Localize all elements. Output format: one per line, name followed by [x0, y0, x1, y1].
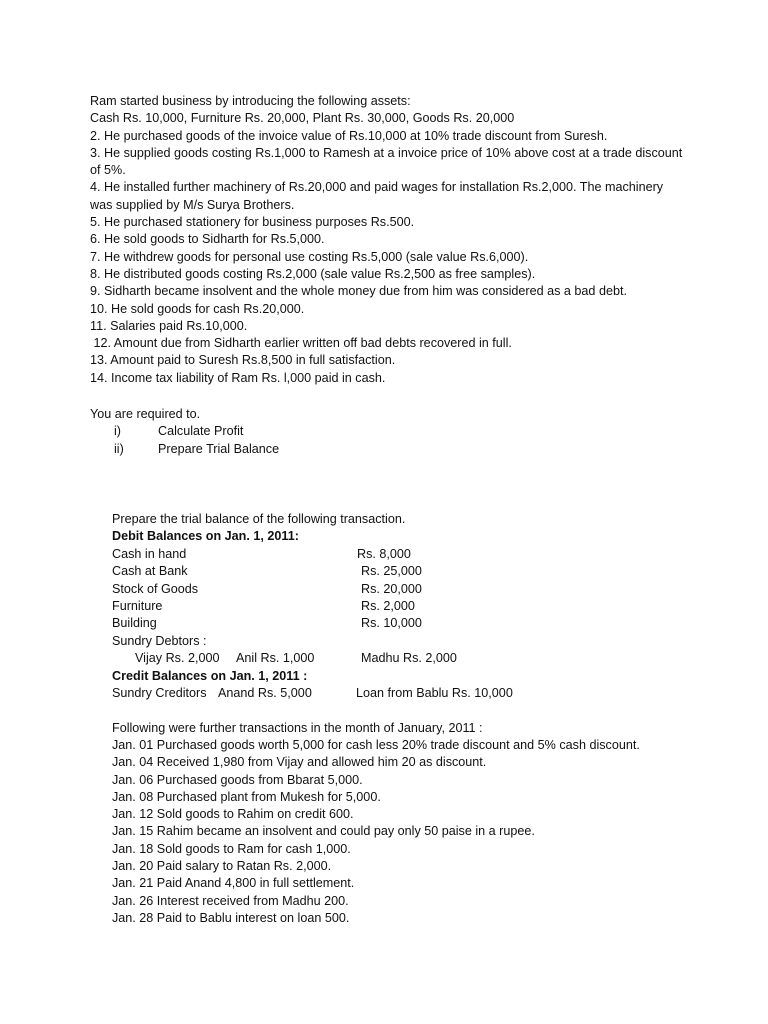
intro-line: Ram started business by introducing the following assets: — [90, 94, 411, 108]
debtor-madhu: Madhu Rs. 2,000 — [361, 651, 457, 665]
transaction-item: Jan. 06 Purchased goods from Bbarat 5,000. — [112, 772, 363, 787]
debit-label: Furniture — [112, 599, 163, 613]
transaction-item: Jan. 08 Purchased plant from Mukesh for 5,000. — [112, 789, 381, 804]
debit-amount: Rs. 25,000 — [361, 564, 422, 578]
required-text: Calculate Profit — [158, 424, 244, 438]
debit-amount: Rs. 2,000 — [361, 599, 415, 613]
credit-heading: Credit Balances on Jan. 1, 2011 : — [112, 669, 308, 683]
required-num: ii) — [114, 442, 124, 456]
transaction-item: Jan. 21 Paid Anand 4,800 in full settlement. — [112, 876, 355, 891]
debit-amount: Rs. 20,000 — [361, 582, 422, 596]
debtor-vijay: Vijay Rs. 2,000 — [135, 651, 220, 665]
intro-line: Cash Rs. 10,000, Furniture Rs. 20,000, Plant Rs. 30,000, Goods Rs. 20,000 — [90, 111, 515, 126]
intro-line: 7. He withdrew goods for personal use costing Rs.5,000 (sale value Rs.6,000). — [90, 249, 529, 264]
intro-line: 4. He installed further machinery of Rs.20,000 and paid wages for installation Rs.2,000. The machinery — [90, 180, 664, 195]
debit-label: Cash at Bank — [112, 564, 188, 578]
intro-line: 12. Amount due from Sidharth earlier written off bad debts recovered in full. — [90, 336, 512, 351]
intro-line: 14. Income tax liability of Ram Rs. l,000 paid in cash. — [90, 370, 386, 385]
intro-line: of 5%. — [90, 163, 126, 178]
transaction-item: Jan. 04 Received 1,980 from Vijay and allowed him 20 as discount. — [112, 755, 487, 770]
intro-line: 2. He purchased goods of the invoice value of Rs.10,000 at 10% trade discount from Suresh. — [90, 128, 608, 143]
debit-label: Stock of Goods — [112, 582, 199, 596]
transaction-item: Jan. 28 Paid to Bablu interest on loan 500. — [112, 910, 350, 925]
required-text: Prepare Trial Balance — [158, 442, 280, 456]
creditors-label: Sundry Creditors — [112, 686, 207, 700]
transaction-item: Jan. 01 Purchased goods worth 5,000 for cash less 20% trade discount and 5% cash discount. — [112, 738, 640, 752]
transaction-item: Jan. 12 Sold goods to Rahim on credit 600. — [112, 807, 354, 822]
creditor-anand: Anand Rs. 5,000 — [218, 686, 312, 700]
intro-line: 9. Sidharth became insolvent and the whole money due from him was considered as a bad debt. — [90, 284, 627, 299]
debit-amount: Rs. 8,000 — [357, 547, 411, 561]
debit-heading: Debit Balances on Jan. 1, 2011: — [112, 529, 299, 543]
trial-heading: Prepare the trial balance of the following transaction. — [112, 512, 406, 526]
transaction-item: Jan. 20 Paid salary to Ratan Rs. 2,000. — [112, 859, 332, 874]
intro-line: 8. He distributed goods costing Rs.2,000 (sale value Rs.2,500 as free samples). — [90, 266, 536, 281]
intro-line: 10. He sold goods for cash Rs.20,000. — [90, 301, 305, 316]
intro-line: was supplied by M/s Surya Brothers. — [90, 197, 295, 212]
january-transactions — [112, 737, 640, 927]
debit-label: Cash in hand — [112, 547, 187, 561]
debit-label: Building — [112, 616, 157, 630]
intro-line: 3. He supplied goods costing Rs.1,000 to Ramesh at a invoice price of 10% above cost at a trade discount — [90, 145, 683, 160]
intro-line: 6. He sold goods to Sidharth for Rs.5,000. — [90, 232, 325, 247]
debit-amount: Rs. 10,000 — [361, 616, 422, 630]
january-heading: Following were further transactions in the month of January, 2011 : — [112, 721, 483, 735]
debtor-anil: Anil Rs. 1,000 — [236, 651, 315, 665]
transaction-item: Jan. 18 Sold goods to Ram for cash 1,000. — [112, 841, 351, 856]
transaction-item: Jan. 26 Interest received from Madhu 200. — [112, 893, 349, 908]
loan-bablu: Loan from Bablu Rs. 10,000 — [356, 686, 513, 700]
sundry-debtors-label: Sundry Debtors : — [112, 634, 207, 648]
required-num: i) — [114, 424, 121, 438]
intro-line: 11. Salaries paid Rs.10,000. — [90, 318, 248, 333]
problem-one — [90, 93, 690, 387]
required-heading: You are required to. — [90, 407, 201, 421]
transaction-item: Jan. 15 Rahim became an insolvent and could pay only 50 paise in a rupee. — [112, 824, 535, 839]
intro-line: 5. He purchased stationery for business purposes Rs.500. — [90, 215, 415, 230]
intro-line: 13. Amount paid to Suresh Rs.8,500 in full satisfaction. — [90, 353, 396, 368]
